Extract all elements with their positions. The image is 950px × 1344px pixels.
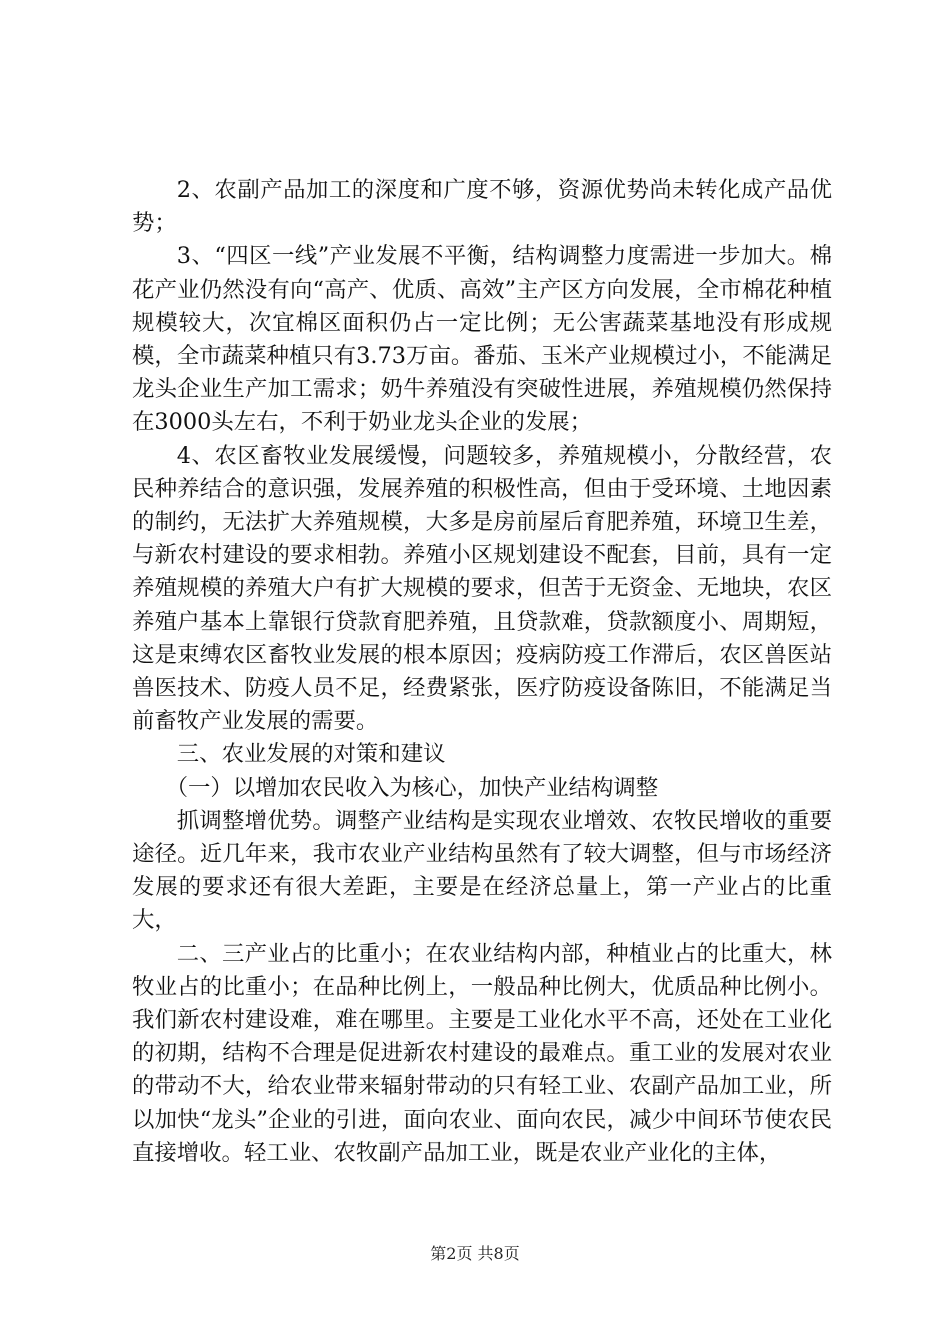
paragraph-secondary-tertiary: 二、三产业占的比重小；在农业结构内部，种植业占的比重大，林牧业占的比重小；在品种比例上，一般品种比例大，优质品种比例小。我们新农村建设难，难在哪里。主要是工业化水平不高，还处在工业化的初期，结构不合理是促进新农村建设的最难点。重工业的发展对农业的带动不大，给农业带来辐射带动的只有轻工业、农副产品加工业，所以加快“龙头”企业的引进，面向农业、面向农民，减少中间环节使农民直接增收。轻工业、农牧副产品加工业，既是农业产业化的主体， — [132, 940, 832, 1166]
paragraph-four-zones: 3、“四区一线”产业发展不平衡，结构调整力度需进一步加大。棉花产业仍然没有向“高产、优质、高效”主产区方向发展，全市棉花种植规模较大，次宜棉区面积仍占一定比例；无公害蔬菜基地没有形成规模，全市蔬菜种植只有3.73万亩。番茄、玉米产业规模过小，不能满足龙头企业生产加工需求；奶牛养殖没有突破性进展，养殖规模仍然保持在3000头左右，不利于奶业龙头企业的发展； — [132, 243, 832, 436]
subsection-heading-income: （一）以增加农民收入为核心，加快产业结构调整 — [165, 774, 659, 801]
section-heading-countermeasures: 三、农业发展的对策和建议 — [176, 741, 446, 768]
paragraph-processing-depth: 2、农副产品加工的深度和广度不够，资源优势尚未转化成产品优势； — [132, 177, 832, 237]
paragraph-animal-husbandry: 4、农区畜牧业发展缓慢，问题较多，养殖规模小，分散经营，农民种养结合的意识强，发展养殖的积极性高，但由于受环境、土地因素的制约，无法扩大养殖规模，大多是房前屋后育肥养殖，环境卫生差，与新农村建设的要求相勃。养殖小区规划建设不配套，目前，具有一定养殖规模的养殖大户有扩大规模的要求，但苦于无资金、无地块，农区养殖户基本上靠银行贷款育肥养殖，且贷款难，贷款额度小、周期短，这是束缚农区畜牧业发展的根本原因；疫病防疫工作滞后，农区兽医站兽医技术、防疫人员不足，经费紧张，医疗防疫设备陈旧，不能满足当前畜牧产业发展的需要。 — [132, 442, 832, 735]
page-number-footer: 第2页 共8页 — [430, 1244, 520, 1263]
document-body — [132, 174, 832, 1170]
paragraph-structure-adjustment: 抓调整增优势。调整产业结构是实现农业增效、农牧民增收的重要途径。近几年来，我市农业产业结构虽然有了较大调整，但与市场经济发展的要求还有很大差距，主要是在经济总量上，第一产业占的比重大， — [132, 807, 832, 934]
